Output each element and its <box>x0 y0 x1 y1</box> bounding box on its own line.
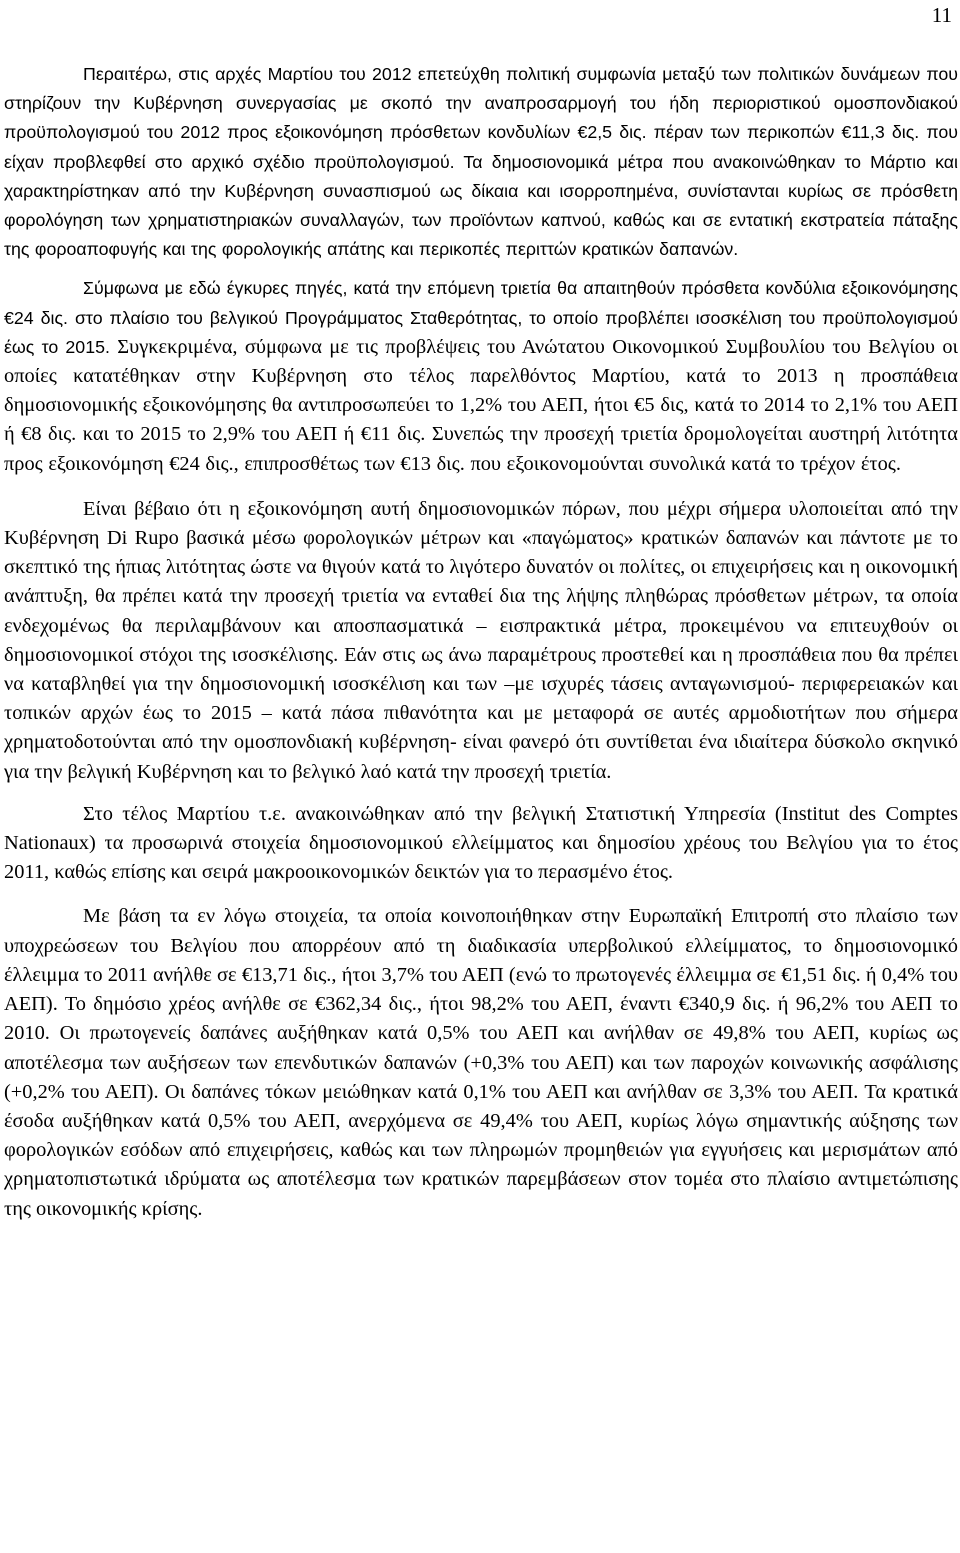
paragraph-2-text-serif: Συγκεκριμένα, σύμφωνα με τις προβλέψεις του Ανώτατου Οικονομικού Συμβουλίου του Βελγίου οι οποίες κατατέθηκαν στην Κυβέρνηση στο τέλος παρελθόντος Μαρτίου, κατά το 2013 η προσπάθεια δημοσιονομικής εξοικονόμησης θα αντιπροσωπεύει το 1,2% του ΑΕΠ, ήτοι €5 δις, κατά το 2014 το 2,1% του ΑΕΠ ή €8 δις. και το 2015 το 2,9% του ΑΕΠ ή €11 δις. Συνεπώς την προσεχή τριετία δρομολογείται αυστηρή λιτότητα προς εξοικονόμηση €24 δις., επιπροσθέτως των €13 δις. που εξοικονομούνται συνολικά κατά το τρέχον έτος. <box>4 335 959 475</box>
page-number: 11 <box>931 3 952 27</box>
paragraph-1-text: Περαιτέρω, στις αρχές Μαρτίου του 2012 επετεύχθη πολιτική συμφωνία μεταξύ των πολιτικών δυνάμεων που στηρίζουν την Κυβέρνηση συνεργασίας με σκοπό την αναπροσαρμογή του ήδη περιοριστικού ομοσπονδιακού προϋπολογισμού του 2012 προς εξοικονόμηση πρόσθετων κονδυλίων €2,5 δις. πέραν των περικοπών €11,3 δις. που είχαν προβλεφθεί στο αρχικό σχέδιο προϋπολογισμού. Τα δημοσιονομικά μέτρα που ανακοινώθηκαν το Μάρτιο και χαρακτηρίστηκαν από την Κυβέρνηση συνασπισμού ως δίκαια και ισορροπημένα, συνίστανται κυρίως σε πρόσθετη φορολόγηση των χρηματιστηριακών συναλλαγών, των προϊόντων καπνού, καθώς και σε εντατική εκστρατεία πάταξης της φοροαποφυγής και της φορολογικής απάτης και περικοπές περιττών κρατικών δαπανών. <box>4 64 958 260</box>
paragraph-3-text: Είναι βέβαιο ότι η εξοικονόμηση αυτή δημοσιονομικών πόρων, που μέχρι σήμερα υλοποιείται από την Κυβέρνηση Di Rupo βασικά μέσω φορολογικών μέτρων και «παγώματος» κρατικών δαπανών και πάντοτε με το σκεπτικό της ήπιας λιτότητας ώστε να θιγούν κατά το λιγότερο δυνατόν οι πολίτες, οι επιχειρήσεις και η οικονομική ανάπτυξη, θα πρέπει κατά την προσεχή τριετία να ενταθεί δια της λήψης πληθώρας πρόσθετων μέτρων, τα οποία ενδεχομένως θα περιλαμβάνουν και αποσπασματικά – εισπρακτικά μέτρα, προκειμένου να επιτευχθούν οι δημοσιονομικοί στόχοι της ισοσκέλισης. Εάν στις ως άνω παραμέτρους προστεθεί και η προσπάθεια που θα πρέπει να καταβληθεί για την δημοσιονομική ισοσκέλιση και των –με ισχυρές τάσεις ανταγωνισμού- περιφερειακών και τοπικών αρχών έως το 2015 – κατά πάσα πιθανότητα και με μεταφορά σε αυτές αρμοδιοτήτων που σήμερα χρηματοδοτούνται από την ομοσπονδιακή κυβέρνηση- είναι φανερό ότι συντίθεται ένα ιδιαίτερα δύσκολο σκηνικό για την βελγική Κυβέρνηση και το βελγικό λαό κατά την προσεχή τριετία. <box>4 497 958 783</box>
paragraph-5 <box>4 902 958 1223</box>
paragraph-2-text-sans: Σύμφωνα με εδώ έγκυρες πηγές, κατά την επόμενη τριετία θα απαιτηθούν πρόσθετα κονδύλια εξοικονόμησης €24 δις. στο πλαίσιο του βελγικού Προγράμματος Σταθερότητας, το οποίο προβλέπει ισοσκέλιση του προϋπολογισμού έως το 2015. <box>4 278 958 357</box>
paragraph-3 <box>4 495 958 787</box>
paragraph-4-text: Στο τέλος Μαρτίου τ.ε. ανακοινώθηκαν από την βελγική Στατιστική Υπηρεσία (Institut des Comptes Nationaux) τα προσωρινά στοιχεία δημοσιονομικού ελλείμματος και δημοσίου χρέους του Βελγίου για το έτος 2011, καθώς επίσης και σειρά μακροοικονομικών δεικτών για το περασμένο έτος. <box>4 802 958 884</box>
paragraph-2 <box>4 274 958 478</box>
paragraph-1 <box>4 60 958 264</box>
paragraph-5-text: Με βάση τα εν λόγω στοιχεία, τα οποία κοινοποιήθηκαν στην Ευρωπαϊκή Επιτροπή στο πλαίσιο των υποχρεώσεων του Βελγίου που απορρέουν από τη διαδικασία υπερβολικού ελλείμματος, το δημοσιονομικό έλλειμμα το 2011 ανήλθε σε €13,71 δις., ήτοι 3,7% του ΑΕΠ (ενώ το πρωτογενές έλλειμμα σε €1,51 δις. ή 0,4% του ΑΕΠ). Το δημόσιο χρέος ανήλθε σε €362,34 δις., ήτοι 98,2% του ΑΕΠ, έναντι €340,9 δις. ή 96,2% του ΑΕΠ το 2010. Οι πρωτογενείς δαπάνες αυξήθηκαν κατά 0,5% του ΑΕΠ και ανήλθαν σε 49,8% του ΑΕΠ, κυρίως ως αποτέλεσμα των αυξήσεων των επενδυτικών δαπανών (+0,3% του ΑΕΠ) και των παροχών κοινωνικής ασφάλισης (+0,2% του ΑΕΠ). Οι δαπάνες τόκων μειώθηκαν κατά 0,1% του ΑΕΠ και ανήλθαν σε 3,3% του ΑΕΠ. Τα κρατικά έσοδα αυξήθηκαν κατά 0,5% του ΑΕΠ, ανερχόμενα σε 49,4% του ΑΕΠ, κυρίως λόγω σημαντικής αύξησης των φορολογικών εσόδων από επιχειρήσεις, καθώς και των πληρωμών προμηθειών για εγγυήσεις και μερισμάτων από χρηματοπιστωτικά ιδρύματα ως αποτέλεσμα των κρατικών παρεμβάσεων στον τομέα στο πλαίσιο αντιμετώπισης της οικονομικής κρίσης. <box>4 905 958 1220</box>
paragraph-4 <box>4 800 958 888</box>
body-text <box>4 60 958 1224</box>
